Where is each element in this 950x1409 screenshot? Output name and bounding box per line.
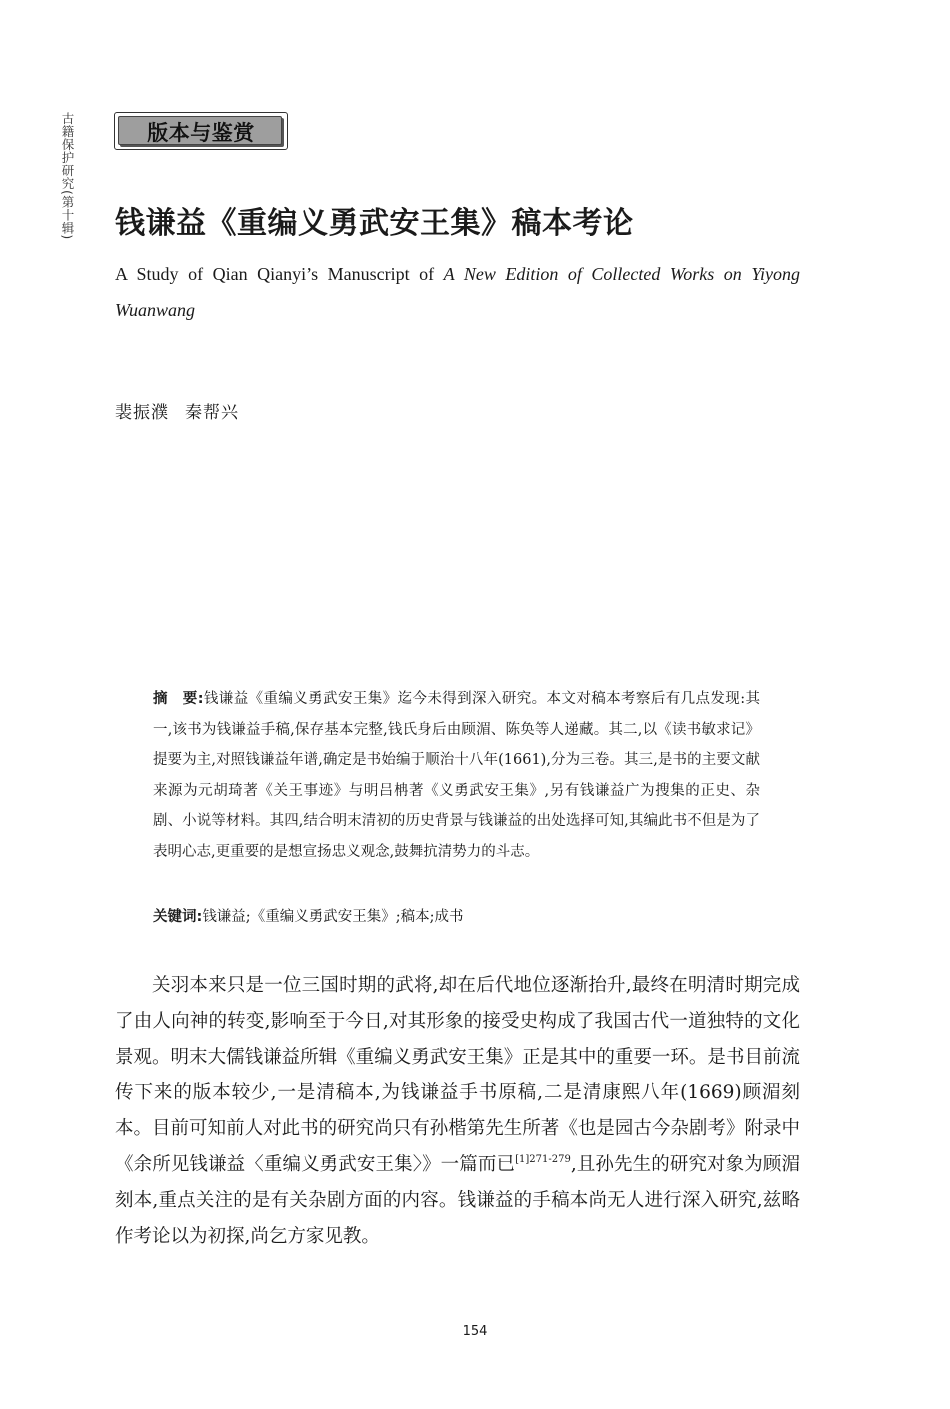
title-en-prefix: A Study of Qian Qianyi’s Manuscript of [115, 264, 444, 284]
article-title-english [115, 256, 800, 328]
article-title-chinese: 钱谦益《重编义勇武安王集》稿本考论 [115, 206, 634, 241]
body-text-part-2: ,且孙先生的研究对象为顾湄刻本,重点关注的是有关杂剧方面的内容。钱谦益的手稿本尚无人进行深入研究,兹略作考论以为初探,尚乞方家见教。 [115, 1153, 800, 1247]
abstract [153, 684, 760, 867]
keywords-text: 钱谦益;《重编义勇武安王集》;稿本;成书 [202, 909, 464, 925]
citation-reference[interactable]: [1]271-279 [515, 1153, 571, 1165]
abstract-text: 钱谦益《重编义勇武安王集》迄今未得到深入研究。本文对稿本考察后有几点发现:其一,该书为钱谦益手稿,保存基本完整,钱氏身后由顾湄、陈奂等人递藏。其二,以《读书敏求记》提要为主,对照钱谦益年谱,确定是书始编于顺治十八年(1661),分为三卷。其三,是书的主要文献来源为元胡琦著《关王事迹》与明吕柟著《义勇武安王集》,另有钱谦益广为搜集的正史、杂剧、小说等材料。其四,结合明末清初的历史背景与钱谦益的出处选择可知,其编此书不但是为了表明心志,更重要的是想宣扬忠义观念,鼓舞抗清势力的斗志。 [153, 691, 760, 860]
body-paragraph [115, 968, 800, 1254]
keywords-label: 关键词: [153, 909, 203, 925]
author-name: 秦帮兴 [185, 403, 239, 423]
title-en-italic: A New Edition of Collected Works on Yiyong Wuanwang [115, 264, 800, 320]
section-tag [114, 112, 288, 150]
section-tag-label: 版本与鉴赏 [147, 121, 255, 145]
keywords [153, 905, 463, 926]
author-name: 裴振濮 [115, 403, 169, 423]
running-head: 古籍保护研究(第十辑) [60, 112, 75, 240]
body-text-part-1: 关羽本来只是一位三国时期的武将,却在后代地位逐渐抬升,最终在明清时期完成了由人向神的转变,影响至于今日,对其形象的接受史构成了我国古代一道独特的文化景观。明末大儒钱谦益所辑《重编义勇武安王集》正是其中的重要一环。是书目前流传下来的版本较少,一是清稿本,为钱谦益手书原稿,二是清康熙八年(1669)顾湄刻本。目前可知前人对此书的研究尚只有孙楷第先生所著《也是园古今杂剧考》附录中《余所见钱谦益〈重编义勇武安王集〉》一篇而已 [115, 975, 800, 1175]
abstract-label: 摘 要: [153, 691, 204, 707]
page-number: 154 [462, 1324, 488, 1339]
author-list [115, 398, 239, 423]
